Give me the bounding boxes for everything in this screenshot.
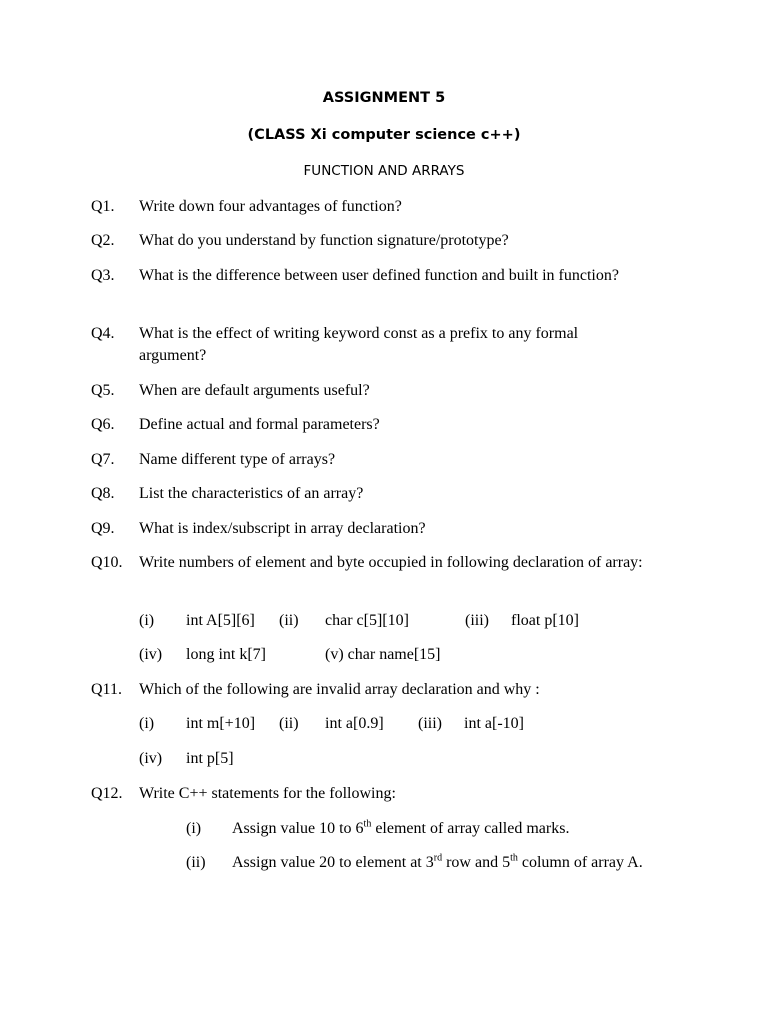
option-label: (iii): [465, 612, 489, 629]
option-label: (iv): [139, 646, 163, 663]
question-text: Write C++ statements for the following:: [139, 785, 396, 802]
sub-item-text: Assign value 10 to 6th element of array called marks.: [232, 818, 570, 837]
sub-item-2: [186, 852, 686, 896]
sub-item-1: [186, 818, 686, 840]
question-number: Q9.: [91, 520, 115, 537]
question-number: Q4.: [91, 325, 115, 342]
question-number: Q7.: [91, 451, 115, 468]
option-text: (v) char name[15]: [325, 646, 441, 663]
question-number: Q1.: [91, 198, 115, 215]
option-text: int A[5][6]: [186, 612, 255, 629]
question-text: Write numbers of element and byte occupied in following declaration of array:: [139, 554, 643, 571]
question-text: Name different type of arrays?: [139, 451, 336, 468]
sub-item-number: (ii): [186, 854, 206, 871]
option-text: float p[10]: [511, 612, 579, 629]
option-text: char c[5][10]: [325, 612, 409, 629]
option-label: (i): [139, 715, 155, 732]
question-number: Q8.: [91, 485, 115, 502]
question-text: When are default arguments useful?: [139, 382, 370, 399]
question-text: What is the difference between user defined function and built in function?: [139, 267, 619, 284]
option-text: long int k[7]: [186, 646, 266, 663]
question-text: What is index/subscript in array declaration?: [139, 520, 426, 537]
sub-item-text: Assign value 20 to element at 3rd row and 5th column of array A.: [232, 852, 643, 871]
option-label: (ii): [279, 612, 299, 629]
option-text: int p[5]: [186, 750, 234, 767]
question-number: Q11.: [91, 681, 122, 698]
option-label: (iv): [139, 750, 163, 767]
question-text: Write down four advantages of function?: [139, 198, 402, 215]
page-title: ASSIGNMENT 5: [322, 90, 446, 106]
option-label: (ii): [279, 715, 299, 732]
question-number: Q5.: [91, 382, 115, 399]
question-number: Q2.: [91, 232, 115, 249]
option-text: int a[-10]: [464, 715, 524, 732]
page-subtitle: (CLASS Xi computer science c++): [247, 127, 521, 143]
question-number: Q3.: [91, 267, 115, 284]
question-text: What do you understand by function signature/prototype?: [139, 232, 509, 249]
question-text: What is the effect of writing keyword const as a prefix to any formal argument?: [139, 325, 579, 364]
question-text: Define actual and formal parameters?: [139, 416, 380, 433]
topic-heading: FUNCTION AND ARRAYS: [303, 163, 465, 179]
option-text: int a[0.9]: [325, 715, 384, 732]
option-label: (i): [139, 612, 155, 629]
question-number: Q10.: [91, 554, 123, 571]
question-number: Q12.: [91, 785, 123, 802]
question-text: Which of the following are invalid array declaration and why :: [139, 681, 540, 698]
option-label: (iii): [418, 715, 442, 732]
sub-item-number: (i): [186, 820, 202, 837]
question-text: List the characteristics of an array?: [139, 485, 364, 502]
question-number: Q6.: [91, 416, 115, 433]
option-text: int m[+10]: [186, 715, 256, 732]
